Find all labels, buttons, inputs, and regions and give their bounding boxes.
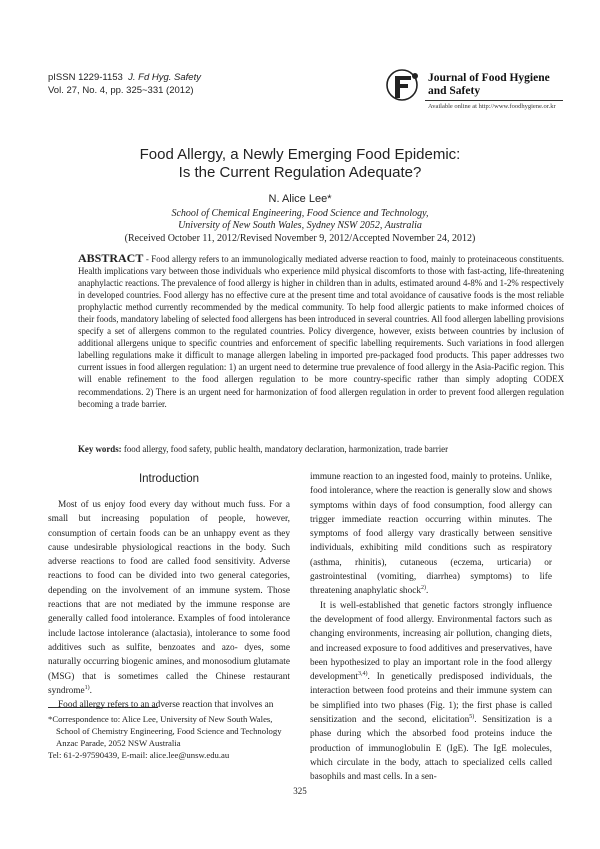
volume-info: Vol. 27, No. 4, pp. 325~331 (2012) — [48, 85, 194, 96]
journal-name: Journal of Food Hygiene and Safety — [428, 72, 550, 97]
footnote-divider — [48, 707, 158, 708]
author: N. Alice Lee* — [268, 193, 332, 205]
citation-ref[interactable]: 1) — [84, 684, 90, 691]
abstract-heading: ABSTRACT — [78, 251, 144, 265]
body-column-left — [48, 498, 290, 712]
paragraph: Most of us enjoy food every day without much fuss. For a small but increasing population of people, however, consumption of certain foods can be an unhappy event as they cause undesirable physiological reactions in the body. Such adverse reactions to food are called food sensitivity. Adverse reactions to food can be divided into two general categories, depending on the involvement of an immune system. Those reactions that are not mediated by the immune response are generally called food intolerance. Examples of food intolerance include lactose intolerance (alactasia), intolerance to some food additives such as sulfite, benzoates and azo- dyes, some naturally occurring biogenic amines, and monosodium glutamate (MSG) that is sometimes called the Chinese restaurant syndrome$^{1)}$. — [48, 500, 290, 696]
keywords-text: food allergy, food safety, public health, mandatory declaration, harmonization, trade barrier — [123, 444, 449, 454]
article-title: Food Allergy, a Newly Emerging Food Epidemic: Is the Current Regulation Adequate? — [139, 146, 461, 181]
paragraph: It is well-established that genetic factors strongly influence the development of food allergy. Environmental factors such as changing environments, increasing air pollution, changing diets, and increased exposure to food additives and preservatives, have been hypothesized to play an important role in the food allergy development$^{3,4)}$. In genetically predisposed individuals, the interaction between food proteins and their immune system can be simplified into two phases (Fig. 1); the first phase is called sensitization and the second, elicitation$^{5)}$. Sensitization is a phase during which the absorbed food proteins induce the production of immunoglobulin E (IgE). The IgE molecules, which circulate in the body, attach to specialized cells called basophils and mast cells. In a sen- — [310, 600, 552, 783]
paragraph: immune reaction to an ingested food, mainly to proteins. Unlike, food intolerance, where the reaction is generally slow and shows symptoms within days of food consumption, food allergy can trigger immediate reaction occurring within minutes. The symptoms of food allergy vary drastically between sensitive individuals, exhibiting mild conditions such as respiratory (asthma, rhinitis), cutaneous (eczema, urticaria) or gastrointestinal (vomiting, diarrhea) symptoms) to life threatening anaphylatic shock$^{2)}$. — [310, 472, 552, 597]
journal-abbrev: J. Fd Hyg. Safety — [128, 72, 201, 83]
citation-ref[interactable]: 5) — [469, 713, 475, 720]
correspondence-footnote: *Correspondence to: Alice Lee, University of New South Wales, School of Chemistry Engineering, Food Science and Technology Anzac Parade, 2052 NSW Australia Tel: 61-2-97590439, E-mail: alice.lee@unsw.edu.au — [48, 714, 282, 760]
paragraph: Food allergy refers to an adverse reaction that involves an — [58, 700, 274, 711]
affiliation: School of Chemical Engineering, Food Science and Technology, University of New South Wales, Sydney NSW 2052, Australia — [171, 208, 429, 231]
citation-ref[interactable]: 2) — [421, 585, 427, 592]
journal-logo-icon — [385, 68, 425, 106]
abstract-text: - Food allergy refers to an immunologically mediated adverse reaction to food, mainly to proteinaceous constituents. Health implications vary between those individuals who experience mild physical discomforts to those with fast-acting, life-threatening anaphylactic reactions. The prevalence of food allergy is higher in children than in adults, estimated around 4-8% and 1-2% respectively in developed countries. Food allergy has no effective cure at the present time and total avoidance of causative foods is the most reliable prophylactic method currently recommended by the medical community. To help food allergic patients to make informed choices of their foods, mandatory labeling of selected food allergens has been introduced in several countries. All food allergen labelling provisions specify a set of allergens common to the regulated countries. Policy divergence, however, exists between countries by inclusion of additional allergens unique to specific countries and enforcement of specific labelling requirements. Such variations in food allergen labelling regulations make it difficult to manage allergen labeling in imported pre-packaged food products. This paper addresses two current issues in food allergen regulation: 1) an urgent need to determine true prevalence of food allergy in the Asia-Pacific region. This will enable refinement to the food allergen regulation to be more country-specific rather than simply adopting CODEX recommendations. 2) There is an urgent need for harmonization of food allergen regulation in order to prevent food allergen regulation becoming a trade barrier. — [78, 254, 565, 409]
body-column-right — [310, 470, 552, 785]
keywords-label: Key words: — [78, 444, 122, 454]
keywords — [78, 444, 564, 454]
journal-website[interactable]: Available online at http://www.foodhygiene.or.kr — [428, 103, 556, 110]
abstract — [78, 252, 564, 410]
citation-ref[interactable]: 3,4) — [358, 671, 368, 678]
received-dates: (Received October 11, 2012/Revised November 9, 2012/Accepted November 24, 2012) — [124, 233, 476, 244]
journal-citation — [48, 71, 201, 97]
issn: pISSN 1229-1153 — [48, 72, 123, 83]
section-heading-introduction: Introduction — [138, 473, 200, 485]
page-number: 325 — [293, 786, 307, 796]
header-divider — [425, 100, 563, 101]
